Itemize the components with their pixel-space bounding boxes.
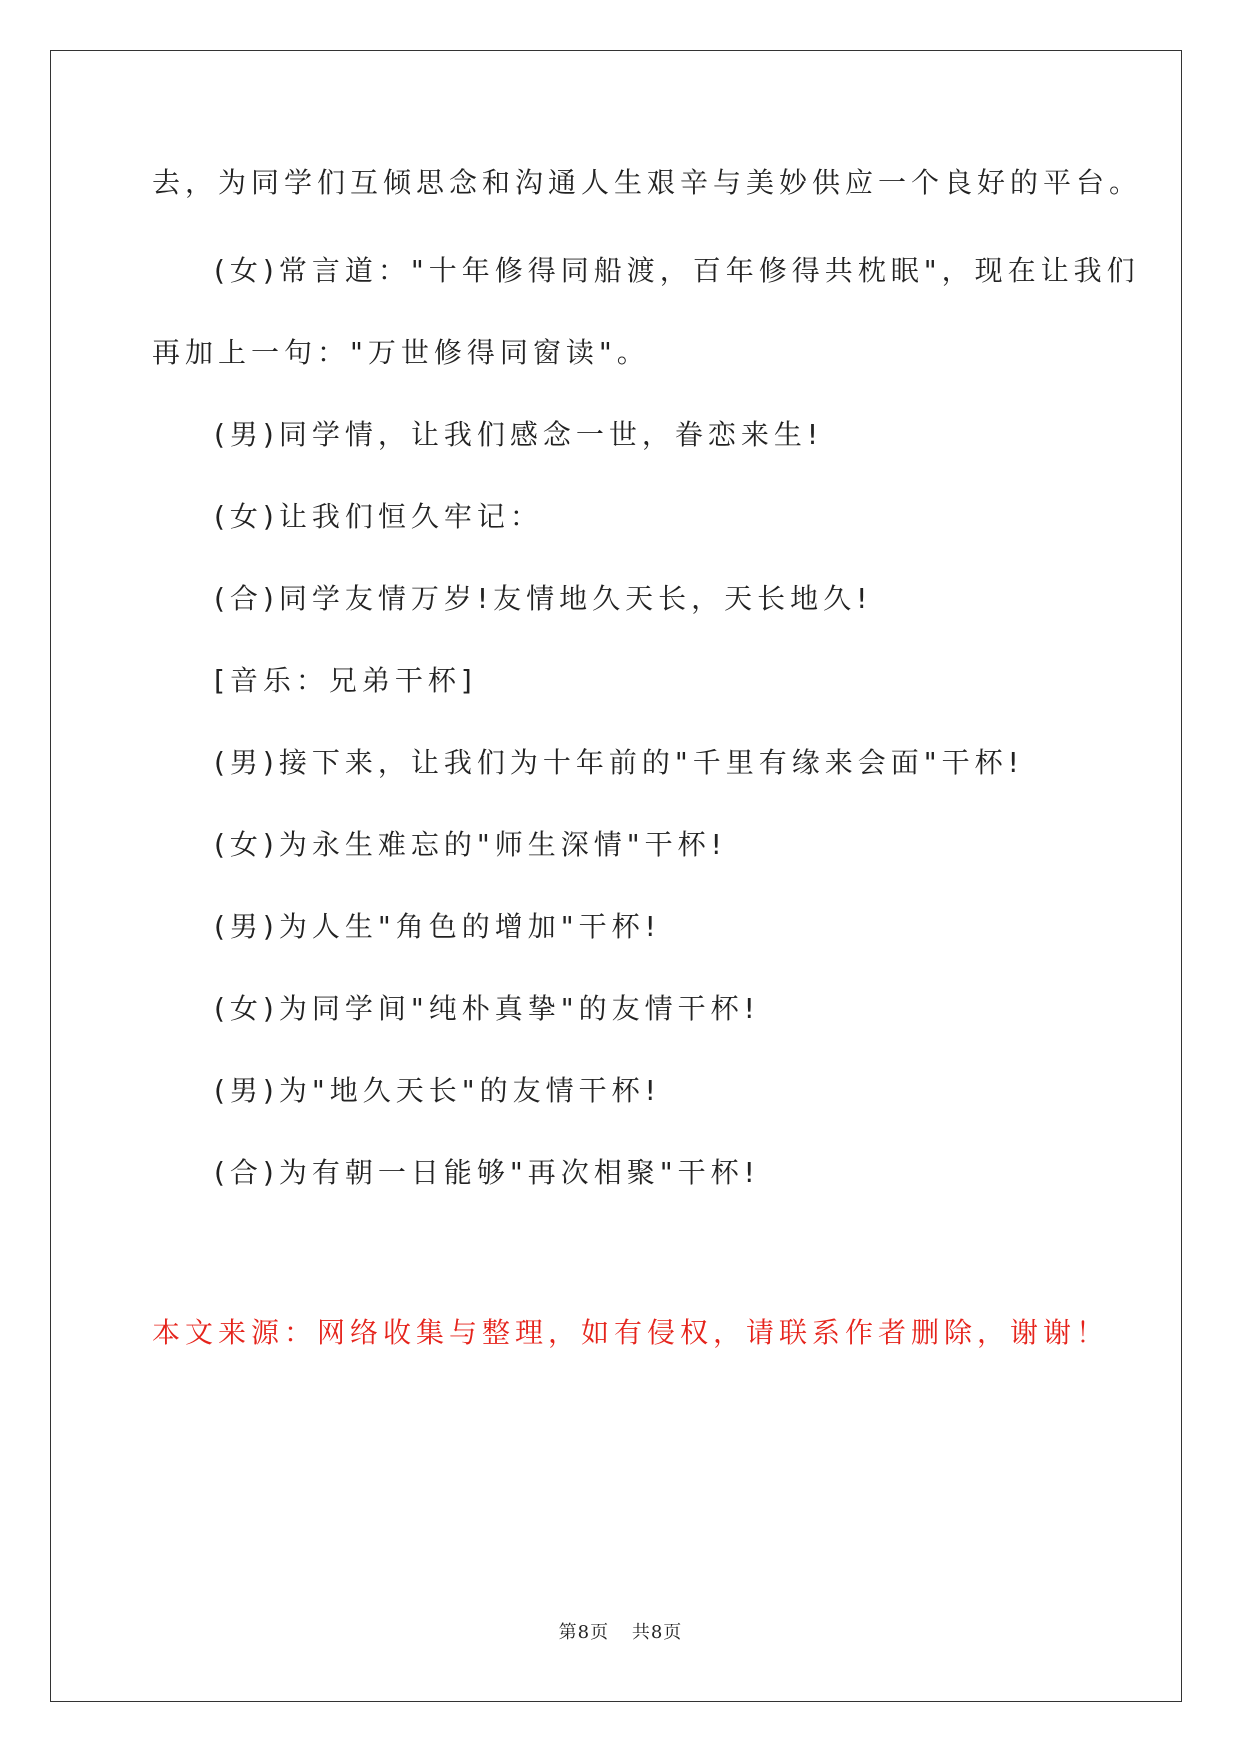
page-footer [0, 1618, 1241, 1644]
paragraph-line: (合)为有朝一日能够"再次相聚"干杯! [214, 1156, 760, 1189]
page-number-total: 共8页 [631, 1622, 683, 1643]
paragraph-line: (男)同学情，让我们感念一世，眷恋来生! [214, 418, 824, 451]
paragraph-line: [音乐：兄弟干杯] [214, 664, 477, 697]
paragraph-line: (女)常言道："十年修得同船渡，百年修得共枕眠"，现在让我们 [214, 254, 1140, 287]
paragraph-line: 再加上一句："万世修得同窗读"。 [152, 336, 650, 369]
paragraph-line: (女)让我们恒久牢记： [214, 500, 543, 533]
paragraph-line: (女)为永生难忘的"师生深情"干杯! [214, 828, 727, 861]
paragraph-line: (女)为同学间"纯朴真挚"的友情干杯! [214, 992, 760, 1025]
page-border [50, 50, 1182, 1702]
paragraph-line: (男)为人生"角色的增加"干杯! [214, 910, 661, 943]
paragraph-line: (合)同学友情万岁!友情地久天长，天长地久! [214, 582, 873, 615]
source-note: 本文来源：网络收集与整理，如有侵权，请联系作者删除，谢谢！ [152, 1316, 1110, 1349]
page-number-current: 第8页 [558, 1622, 610, 1643]
paragraph-line: (男)为"地久天长"的友情干杯! [214, 1074, 661, 1107]
paragraph-line: 去，为同学们互倾思念和沟通人生艰辛与美妙供应一个良好的平台。 [152, 166, 1143, 199]
paragraph-line: (男)接下来，让我们为十年前的"千里有缘来会面"干杯! [214, 746, 1024, 779]
